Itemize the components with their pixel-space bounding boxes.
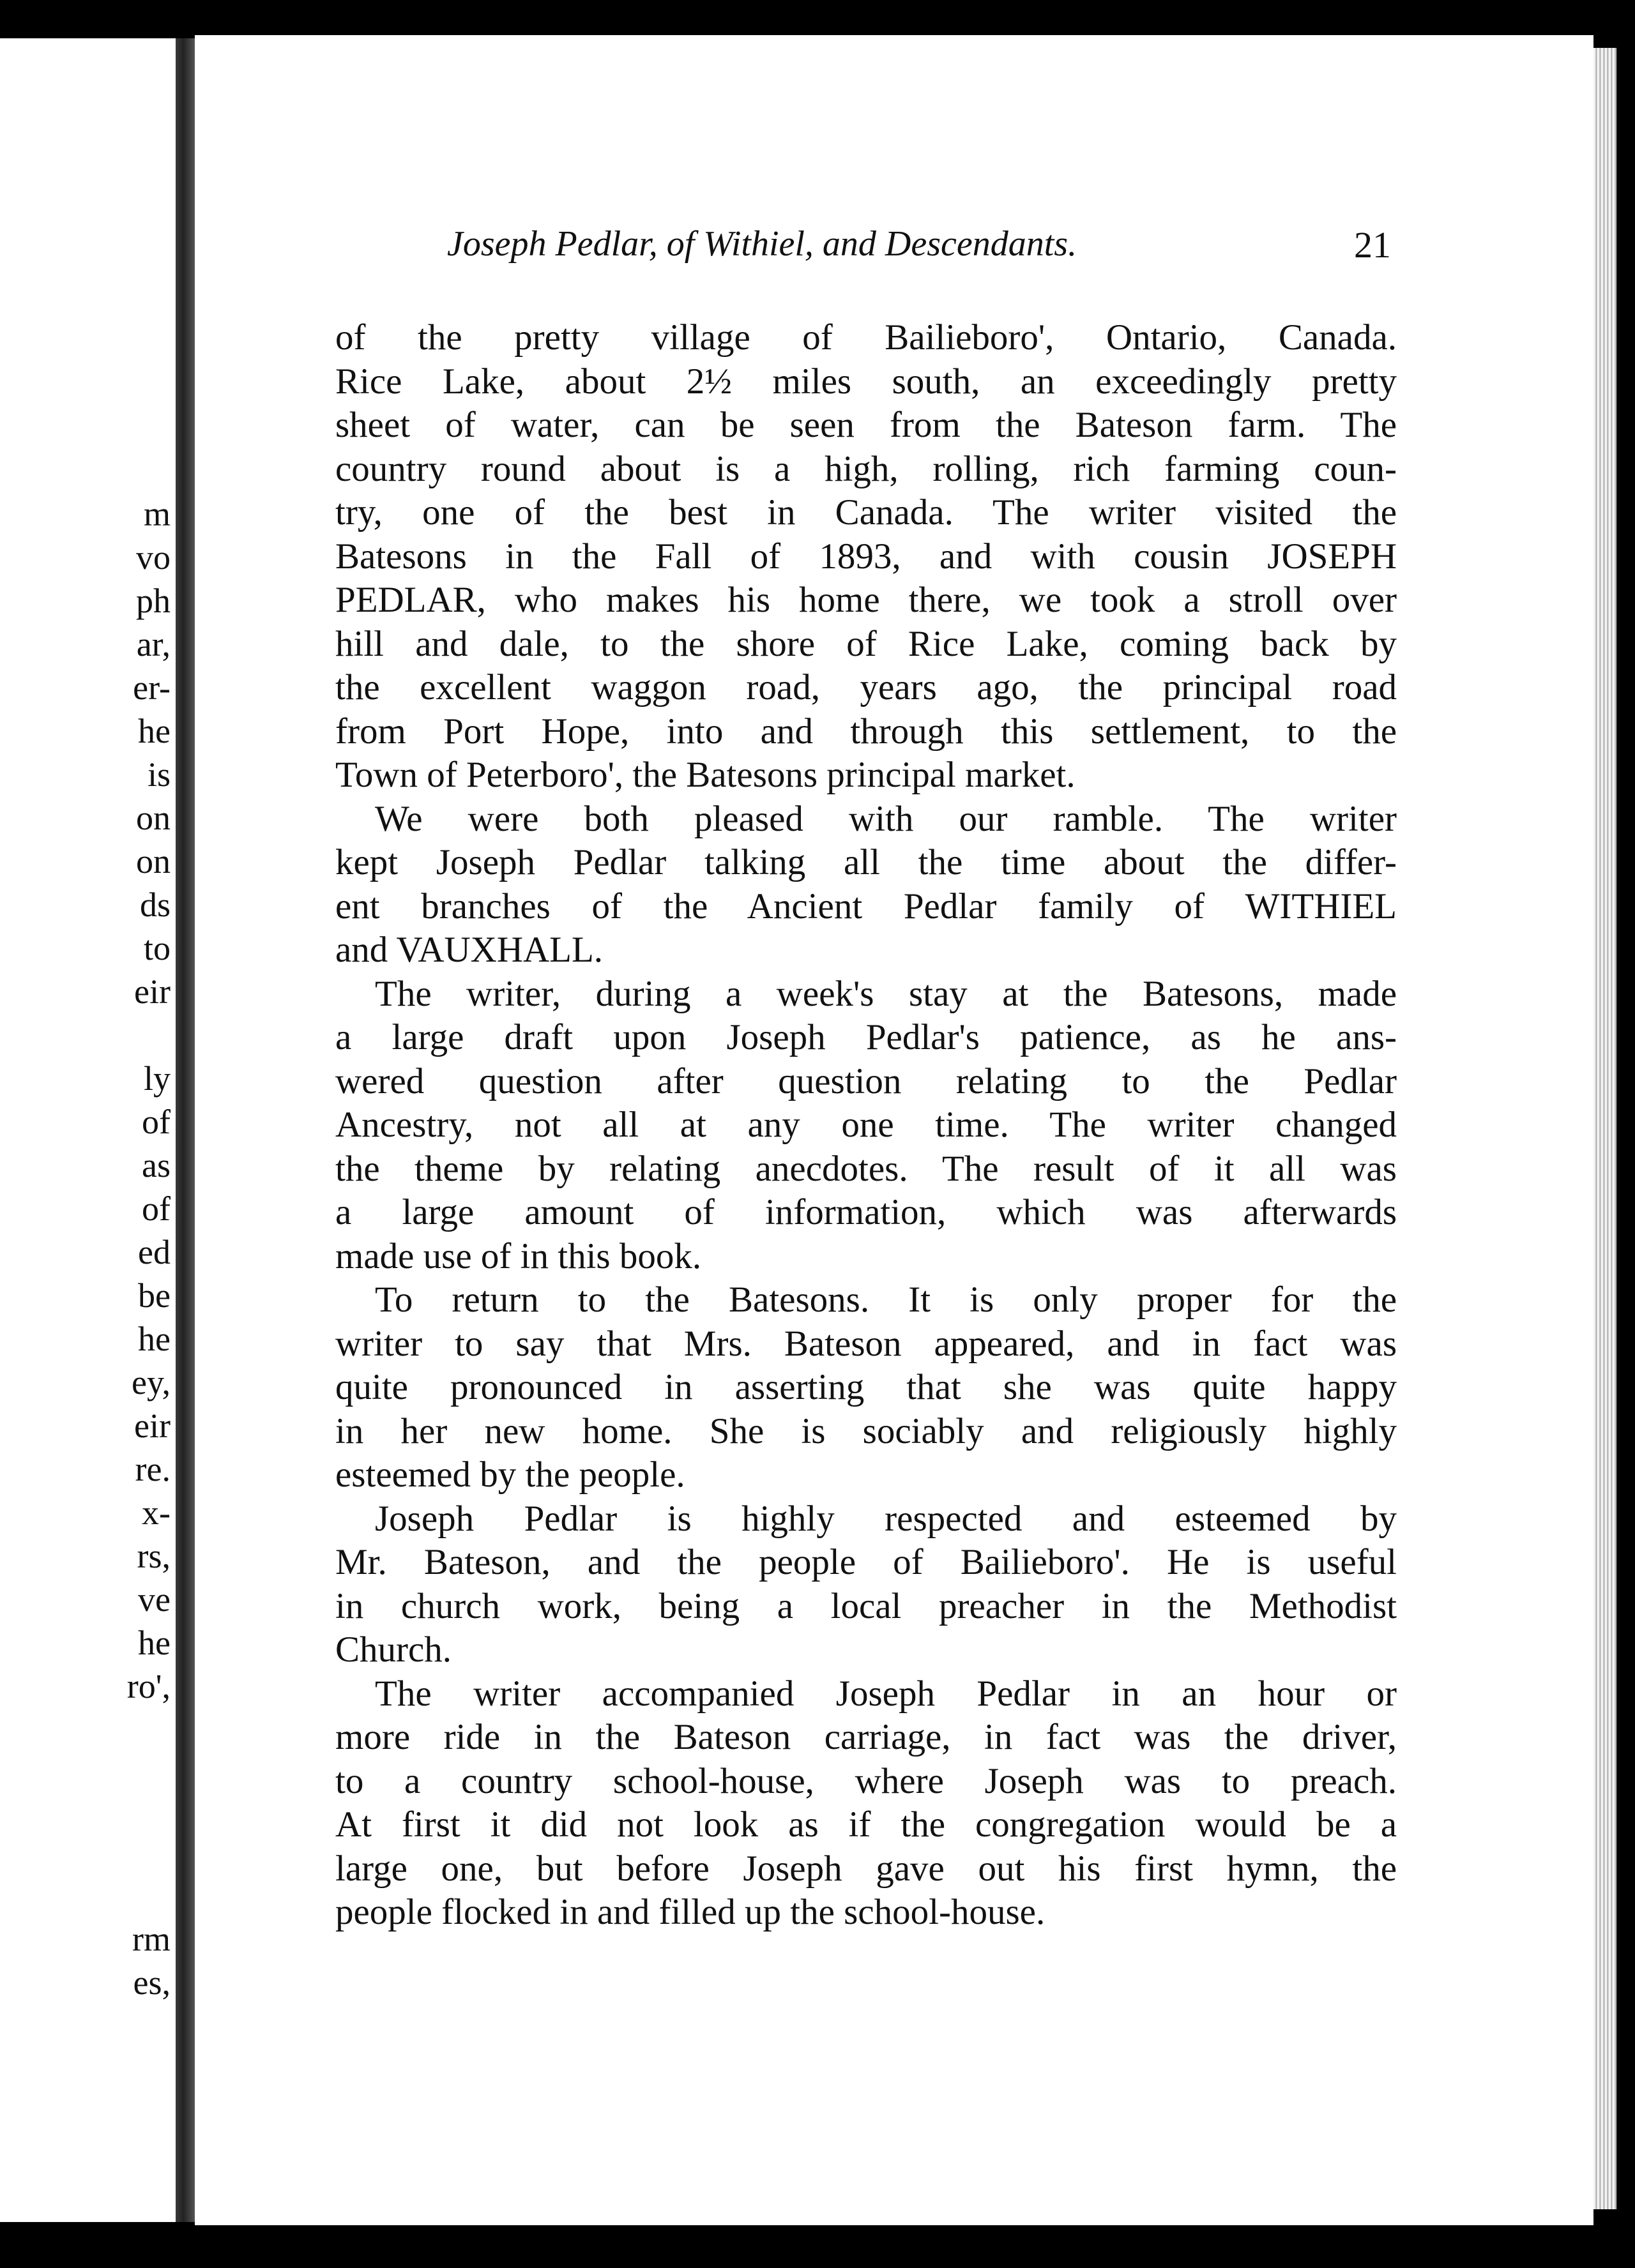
facing-page-fragment: vo	[136, 538, 171, 577]
text-line: Rice Lake, about 2½ miles south, an exceedingly pretty	[335, 361, 1397, 402]
facing-page-fragment: he	[138, 712, 171, 750]
facing-page-fragment: m	[143, 495, 171, 533]
text-line: made use of in this book.	[335, 1236, 702, 1276]
text-line: a large draft upon Joseph Pedlar's patience, as he ans-	[335, 1017, 1397, 1057]
text-line: the theme by relating anecdotes. The result of it all was	[335, 1148, 1397, 1189]
text-line: to a country school-house, where Joseph was to preach.	[335, 1760, 1397, 1801]
text-line: in church work, being a local preacher in the Methodist	[335, 1585, 1397, 1626]
text-line: The writer accompanied Joseph Pedlar in an hour or	[375, 1673, 1397, 1714]
text-line: the excellent waggon road, years ago, the principal road	[335, 667, 1397, 707]
body-text	[335, 316, 1397, 1935]
text-line: quite pronounced in asserting that she was quite happy	[335, 1367, 1397, 1407]
facing-page-fragment: to	[143, 929, 171, 967]
facing-page-fragment: as	[142, 1146, 171, 1184]
facing-page-fragment: of	[142, 1103, 171, 1141]
text-line: ent branches of the Ancient Pedlar family of WITHIEL	[335, 886, 1397, 926]
facing-page-fragment: ly	[143, 1059, 171, 1098]
text-line: and VAUXHALL.	[335, 930, 604, 970]
facing-page-fragment: eir	[134, 1407, 171, 1445]
facing-page-fragment: ed	[138, 1233, 171, 1271]
facing-page-fragment: be	[138, 1276, 171, 1315]
facing-page-fragment: rs,	[137, 1537, 171, 1575]
text-line: Mr. Bateson, and the people of Bailieboro'. He is useful	[335, 1542, 1397, 1582]
text-line: The writer, during a week's stay at the Batesons, made	[375, 973, 1397, 1014]
facing-page-fragment: x-	[142, 1493, 171, 1532]
text-line: writer to say that Mrs. Bateson appeared, and in fact was	[335, 1323, 1397, 1364]
text-line: Town of Peterboro', the Batesons principal market.	[335, 755, 1076, 795]
text-line: of the pretty village of Bailieboro', Ontario, Canada.	[335, 317, 1397, 358]
text-line: try, one of the best in Canada. The writer visited the	[335, 492, 1397, 533]
text-line: Batesons in the Fall of 1893, and with cousin JOSEPH	[335, 536, 1397, 577]
text-line: in her new home. She is sociably and religiously highly	[335, 1410, 1397, 1451]
facing-page-fragment: on	[136, 799, 171, 837]
text-line: large one, but before Joseph gave out his first hymn, the	[335, 1848, 1397, 1889]
facing-page-fragment: he	[138, 1624, 171, 1662]
facing-page-fragment: ds	[139, 886, 171, 924]
text-line: We were both pleased with our ramble. The writer	[375, 798, 1397, 839]
text-line: more ride in the Bateson carriage, in fact was the driver,	[335, 1717, 1397, 1757]
text-line: Joseph Pedlar is highly respected and esteemed by	[375, 1498, 1397, 1539]
text-line: Church.	[335, 1629, 452, 1670]
facing-page-fragment: er-	[133, 669, 171, 707]
text-line: esteemed by the people.	[335, 1455, 685, 1495]
facing-page-fragment: rm	[132, 1920, 171, 1958]
text-line: At first it did not look as if the congregation would be a	[335, 1804, 1397, 1845]
facing-page-fragment: ey,	[132, 1363, 171, 1402]
text-line: To return to the Batesons. It is only proper for the	[375, 1280, 1397, 1320]
text-line: Ancestry, not all at any one time. The writer changed	[335, 1105, 1397, 1145]
book-gutter	[176, 38, 195, 2222]
facing-page-fragment: ar,	[136, 625, 171, 663]
running-head: Joseph Pedlar, of Withiel, and Descendants.	[447, 224, 1077, 264]
page-number: 21	[1354, 224, 1391, 266]
text-line: a large amount of information, which was afterwards	[335, 1192, 1397, 1232]
facing-page-fragment: on	[136, 842, 171, 881]
text-line: from Port Hope, into and through this settlement, to the	[335, 711, 1397, 752]
facing-page-fragment: ve	[138, 1580, 171, 1619]
text-line: country round about is a high, rolling, rich farming coun-	[335, 448, 1397, 489]
text-line: hill and dale, to the shore of Rice Lake, coming back by	[335, 623, 1397, 664]
facing-page-fragment: eir	[134, 972, 171, 1011]
text-line: wered question after question relating to the Pedlar	[335, 1061, 1397, 1101]
facing-page-fragment: ro',	[126, 1667, 171, 1705]
facing-page-fragment: es,	[133, 1963, 171, 2002]
text-line: people flocked in and filled up the school-house.	[335, 1892, 1046, 1932]
text-line: sheet of water, can be seen from the Bateson farm. The	[335, 405, 1397, 445]
text-line: PEDLAR, who makes his home there, we took a stroll over	[335, 580, 1397, 620]
page-stack-edge	[1593, 48, 1616, 2209]
facing-page-edge	[0, 38, 176, 2222]
facing-page-fragment: is	[147, 755, 171, 794]
text-line: kept Joseph Pedlar talking all the time about the differ-	[335, 842, 1397, 882]
facing-page-fragment: of	[142, 1190, 171, 1228]
facing-page-fragment: he	[138, 1320, 171, 1358]
facing-page-fragment: re.	[135, 1450, 171, 1488]
facing-page-fragment: ph	[136, 582, 171, 620]
